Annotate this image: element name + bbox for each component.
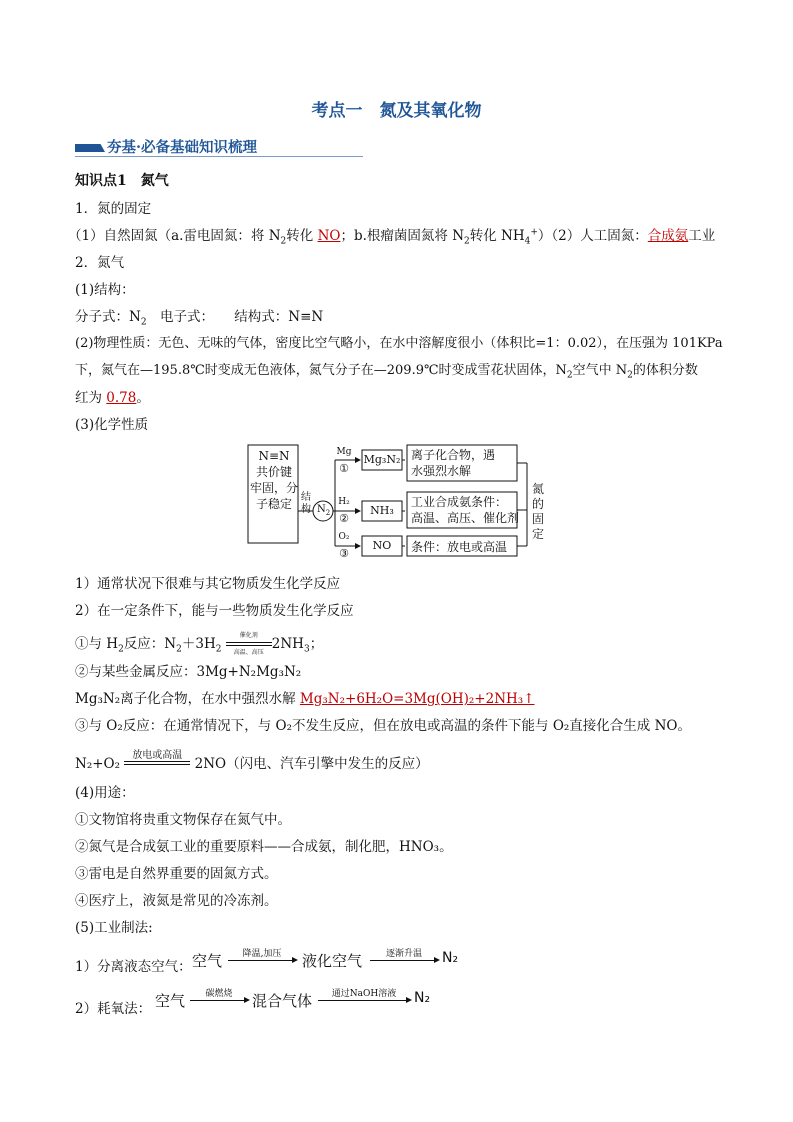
reagent-h2: H₂ [338,497,350,507]
method-2-cond-1: 碳燃烧 [205,989,233,999]
reaction-number-1: ① [339,462,349,475]
banner-bar [75,144,105,152]
reaction-number-3: ③ [339,547,349,560]
reaction-o2: ③与 O₂反应：在通常情况下，与 O₂不发生反应，但在放电或高温的条件下能与 O₂直接化合生成 NO。 [75,718,691,734]
physical-line-2: 下，氮气在—195.8℃时变成无色液体，氮气分子在—209.9℃时变成雪花状固体，$N_2$空气中 $N_2$的体积分数 [75,363,698,381]
nitrogen-property-diagram [245,442,555,564]
use-3: ③雷电是自然界重要的固氮方式。 [75,866,278,882]
method-2-arrow-2 [318,1000,410,1001]
chem-point-2: 2）在一定条件下，能与一些物质发生化学反应 [75,603,354,619]
use-1: ①文物馆将贵重文物保存在氮气中。 [75,812,291,828]
uses-heading: (4)用途： [75,785,135,801]
industrial-heading: (5)工业制法: [75,920,153,936]
note-no: 条件：放电或高温 [411,540,508,554]
mg3n2-hydrolysis: Mg₃N₂离子化合物，在水中强烈水解 Mg₃N₂+6H₂O=3Mg(OH)₂+2NH₃↑ [75,691,535,707]
fixation-line: （1）自然固氮（a.雷电固氮：将 $N_2$转化 NO；b.根瘤菌固氮将 $N_2$转化 $NH_4^+)(2)$人工固氮：合成氨工业 [68,227,716,247]
method-1-air: 空气 [192,952,223,970]
product-no: NO [372,539,392,552]
reaction-no: N₂+O₂ 放电或高温 2NO（闪电、汽车引擎中发生的反应） [75,749,429,772]
method-1-arrow-1 [228,960,296,961]
reagent-o2: O₂ [338,532,350,542]
chemical-heading: (3)化学性质 [75,417,149,433]
reaction-number-2: ② [339,512,349,525]
method-1-liquid-air: 液化空气 [302,952,363,970]
method-2-mixed-gas: 混合气体 [252,992,313,1010]
structure-line: 分子式：$N_2$ 电子式： 结构式：N≡N [75,309,324,328]
knowledge-point-heading: 知识点1 氮气 [75,173,169,189]
use-4: ④医疗上，液氮是常见的冷冻剂。 [75,893,278,909]
section-1-heading: 1．氮的固定 [75,201,152,217]
product-mg3n2: Mg₃N₂ [363,453,401,466]
banner-underline [75,156,363,157]
note-nh3: 工业合成氨条件： 高温、高压、催化剂 [411,495,520,525]
catalyst-arrow: 催化剂 高温、高压 [226,638,272,652]
method-2-product: N₂ [414,990,431,1006]
page-title: 考点一 氮及其氧化物 [311,101,482,121]
method-1-cond-1: 降温,加压 [242,949,282,959]
section-2-heading: 2．氮气 [75,255,125,271]
method-1-label: 1）分离液态空气： [75,959,192,975]
reagent-mg: Mg [336,447,352,457]
reaction-h2: ①与 $H_2$反应：$N_2+3H_2$ 催化剂 高温、高压 $2NH_3$； [75,631,324,656]
nitrogen-molecule: $N_2$ [317,504,331,517]
banner-text: 夯基·必备基础知识梳理 [107,139,258,156]
discharge-arrow: 放电或高温 [124,758,190,772]
use-2: ②氮气是合成氨工业的重要原料——合成氨，制化肥，HNO₃。 [75,839,453,855]
method-1-product: N₂ [442,950,459,966]
method-2-air: 空气 [155,992,186,1010]
structure-label: 结 构 [301,492,311,515]
method-2-label: 2）耗氧法： [75,1001,152,1017]
method-2-arrow-1 [190,1000,248,1001]
note-mg3n2: 离子化合物，遇 水强烈水解 [411,448,496,478]
physical-line-3: 红为 0.78。 [75,390,150,406]
section-banner [75,136,363,158]
chem-point-1: 1）通常状况下很难与其它物质发生化学反应 [75,576,341,592]
product-nh3: NH₃ [370,504,394,517]
structure-box: N≡N 共价键 牢固，分 子稳定 [250,449,299,511]
method-1-cond-2: 逐渐升温 [385,949,422,959]
physical-line-1: (2)物理性质：无色、无味的气体，密度比空气略小，在水中溶解度很小（体积比=1：0.02），在压强为 101KPa [75,336,723,351]
method-2-cond-2: 通过NaOH溶液 [331,989,397,999]
reaction-metal: ②与某些金属反应：3Mg+N₂Mg₃N₂ [75,664,302,680]
structure-heading: (1)结构： [75,282,135,298]
fixation-label: 氮 的 固 定 [532,482,545,541]
method-1-arrow-2 [370,960,438,961]
